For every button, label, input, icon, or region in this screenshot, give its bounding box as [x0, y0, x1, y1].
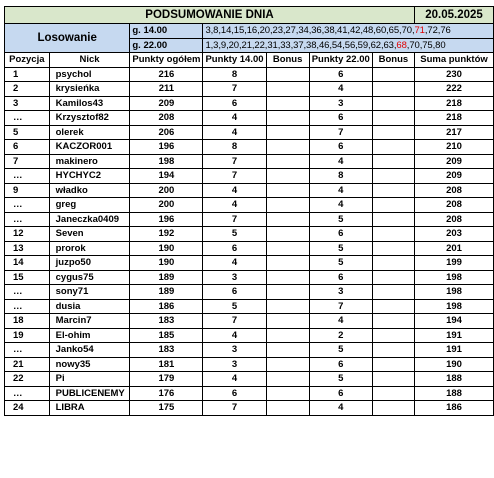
cell-nick: Seven — [49, 227, 130, 242]
cell-nick: cygus75 — [49, 270, 130, 285]
summary-table — [4, 6, 494, 416]
cell-punkty-22: 6 — [309, 270, 372, 285]
cell-nick: Kamilos43 — [49, 96, 130, 111]
header-nick: Nick — [49, 53, 130, 68]
table-row — [5, 357, 494, 372]
cell-punkty-14: 4 — [203, 111, 266, 126]
cell-punkty-22: 6 — [309, 140, 372, 155]
cell-punkty-ogolem: 206 — [130, 125, 203, 140]
cell-bonus-1 — [266, 198, 309, 213]
cell-nick: KACZOR001 — [49, 140, 130, 155]
cell-punkty-14: 5 — [203, 227, 266, 242]
cell-position: … — [5, 169, 50, 184]
header-bonus-2: Bonus — [372, 53, 414, 68]
table-row — [5, 82, 494, 97]
table-row — [5, 96, 494, 111]
cell-nick: sony71 — [49, 285, 130, 300]
cell-punkty-22: 6 — [309, 386, 372, 401]
cell-nick: krysieńka — [49, 82, 130, 97]
table-row — [5, 285, 494, 300]
draw-time-22: g. 22.00 — [130, 38, 203, 53]
cell-position: 19 — [5, 328, 50, 343]
cell-punkty-22: 3 — [309, 285, 372, 300]
draw-time-14: g. 14.00 — [130, 24, 203, 39]
cell-nick: władko — [49, 183, 130, 198]
cell-punkty-ogolem: 216 — [130, 67, 203, 82]
cell-suma: 190 — [415, 357, 494, 372]
cell-position: 22 — [5, 372, 50, 387]
cell-bonus-1 — [266, 401, 309, 416]
cell-bonus-2 — [372, 96, 414, 111]
cell-bonus-2 — [372, 140, 414, 155]
draw-numbers-22: 1,3,9,20,21,22,31,33,37,38,46,54,56,59,62,63,68,70,75,80 — [203, 38, 494, 53]
cell-position: 1 — [5, 67, 50, 82]
cell-bonus-1 — [266, 256, 309, 271]
cell-punkty-22: 6 — [309, 227, 372, 242]
cell-bonus-1 — [266, 386, 309, 401]
cell-punkty-14: 7 — [203, 154, 266, 169]
cell-position: 9 — [5, 183, 50, 198]
cell-punkty-ogolem: 194 — [130, 169, 203, 184]
table-row — [5, 67, 494, 82]
cell-punkty-14: 4 — [203, 256, 266, 271]
table-row — [5, 125, 494, 140]
cell-position: 21 — [5, 357, 50, 372]
cell-suma: 198 — [415, 285, 494, 300]
cell-position: 2 — [5, 82, 50, 97]
cell-punkty-ogolem: 192 — [130, 227, 203, 242]
table-row — [5, 372, 494, 387]
cell-punkty-14: 6 — [203, 386, 266, 401]
cell-bonus-1 — [266, 82, 309, 97]
cell-punkty-22: 4 — [309, 82, 372, 97]
cell-nick: PUBLICENEMY — [49, 386, 130, 401]
cell-bonus-1 — [266, 125, 309, 140]
cell-bonus-1 — [266, 96, 309, 111]
cell-bonus-1 — [266, 111, 309, 126]
cell-bonus-1 — [266, 328, 309, 343]
cell-punkty-14: 7 — [203, 314, 266, 329]
cell-punkty-22: 6 — [309, 111, 372, 126]
cell-punkty-22: 5 — [309, 241, 372, 256]
cell-punkty-14: 6 — [203, 285, 266, 300]
cell-nick: Janko54 — [49, 343, 130, 358]
cell-punkty-22: 4 — [309, 198, 372, 213]
cell-suma: 218 — [415, 96, 494, 111]
cell-suma: 209 — [415, 169, 494, 184]
cell-suma: 208 — [415, 183, 494, 198]
cell-bonus-1 — [266, 227, 309, 242]
date-label: 20.05.2025 — [415, 7, 494, 24]
cell-position: … — [5, 198, 50, 213]
cell-punkty-ogolem: 189 — [130, 270, 203, 285]
cell-punkty-14: 3 — [203, 270, 266, 285]
cell-bonus-2 — [372, 401, 414, 416]
cell-nick: HYCHYC2 — [49, 169, 130, 184]
cell-bonus-2 — [372, 285, 414, 300]
cell-position: … — [5, 111, 50, 126]
table-row — [5, 256, 494, 271]
cell-nick: makinero — [49, 154, 130, 169]
cell-punkty-22: 8 — [309, 169, 372, 184]
cell-position: 13 — [5, 241, 50, 256]
cell-punkty-14: 7 — [203, 82, 266, 97]
cell-punkty-14: 6 — [203, 96, 266, 111]
cell-bonus-2 — [372, 299, 414, 314]
cell-bonus-1 — [266, 183, 309, 198]
cell-suma: 191 — [415, 343, 494, 358]
cell-nick: El-ohim — [49, 328, 130, 343]
cell-suma: 201 — [415, 241, 494, 256]
cell-suma: 198 — [415, 270, 494, 285]
cell-bonus-2 — [372, 111, 414, 126]
cell-bonus-2 — [372, 328, 414, 343]
cell-suma: 209 — [415, 154, 494, 169]
cell-punkty-22: 4 — [309, 314, 372, 329]
cell-punkty-ogolem: 208 — [130, 111, 203, 126]
cell-position: 6 — [5, 140, 50, 155]
cell-punkty-ogolem: 200 — [130, 198, 203, 213]
cell-bonus-1 — [266, 285, 309, 300]
cell-bonus-2 — [372, 67, 414, 82]
cell-punkty-ogolem: 190 — [130, 241, 203, 256]
cell-punkty-ogolem: 211 — [130, 82, 203, 97]
cell-bonus-1 — [266, 212, 309, 227]
header-punkty-22: Punkty 22.00 — [309, 53, 372, 68]
cell-punkty-ogolem: 189 — [130, 285, 203, 300]
cell-punkty-ogolem: 183 — [130, 343, 203, 358]
draw-numbers-14: 3,8,14,15,16,20,23,27,34,36,38,41,42,48,60,65,70,71,72,76 — [203, 24, 494, 39]
cell-punkty-22: 7 — [309, 299, 372, 314]
draw-highlight-22: 68 — [396, 39, 407, 51]
table-row — [5, 328, 494, 343]
cell-position: … — [5, 212, 50, 227]
cell-punkty-ogolem: 181 — [130, 357, 203, 372]
cell-nick: Pi — [49, 372, 130, 387]
cell-punkty-14: 8 — [203, 140, 266, 155]
cell-bonus-2 — [372, 270, 414, 285]
cell-bonus-1 — [266, 314, 309, 329]
table-row — [5, 140, 494, 155]
cell-punkty-ogolem: 209 — [130, 96, 203, 111]
cell-suma: 194 — [415, 314, 494, 329]
cell-suma: 188 — [415, 386, 494, 401]
cell-position: 15 — [5, 270, 50, 285]
cell-bonus-1 — [266, 140, 309, 155]
cell-bonus-1 — [266, 241, 309, 256]
cell-nick: olerek — [49, 125, 130, 140]
cell-bonus-1 — [266, 299, 309, 314]
cell-punkty-ogolem: 185 — [130, 328, 203, 343]
table-row — [5, 241, 494, 256]
cell-position: … — [5, 299, 50, 314]
cell-punkty-ogolem: 176 — [130, 386, 203, 401]
cell-nick: juzpo50 — [49, 256, 130, 271]
cell-punkty-ogolem: 179 — [130, 372, 203, 387]
header-punkty-ogolem: Punkty ogółem — [130, 53, 203, 68]
cell-punkty-14: 3 — [203, 357, 266, 372]
header-pozycja: Pozycja — [5, 53, 50, 68]
cell-punkty-14: 7 — [203, 401, 266, 416]
cell-bonus-2 — [372, 386, 414, 401]
cell-suma: 191 — [415, 328, 494, 343]
losowanie-label: Losowanie — [5, 24, 130, 53]
cell-bonus-1 — [266, 270, 309, 285]
cell-punkty-ogolem: 186 — [130, 299, 203, 314]
table-row — [5, 183, 494, 198]
header-bonus-1: Bonus — [266, 53, 309, 68]
cell-punkty-22: 2 — [309, 328, 372, 343]
cell-nick: Marcin7 — [49, 314, 130, 329]
cell-punkty-14: 8 — [203, 67, 266, 82]
cell-bonus-1 — [266, 169, 309, 184]
cell-punkty-14: 7 — [203, 212, 266, 227]
cell-suma: 210 — [415, 140, 494, 155]
cell-punkty-22: 4 — [309, 183, 372, 198]
cell-punkty-ogolem: 198 — [130, 154, 203, 169]
cell-punkty-22: 5 — [309, 343, 372, 358]
cell-punkty-22: 5 — [309, 212, 372, 227]
cell-punkty-14: 4 — [203, 183, 266, 198]
cell-position: 24 — [5, 401, 50, 416]
cell-nick: nowy35 — [49, 357, 130, 372]
cell-position: 12 — [5, 227, 50, 242]
cell-punkty-14: 7 — [203, 169, 266, 184]
table-row — [5, 314, 494, 329]
table-row — [5, 169, 494, 184]
cell-position: … — [5, 285, 50, 300]
cell-bonus-2 — [372, 314, 414, 329]
cell-punkty-22: 4 — [309, 401, 372, 416]
page-title: PODSUMOWANIE DNIA — [5, 7, 415, 24]
cell-bonus-1 — [266, 357, 309, 372]
cell-punkty-ogolem: 175 — [130, 401, 203, 416]
cell-bonus-2 — [372, 183, 414, 198]
cell-punkty-22: 5 — [309, 256, 372, 271]
cell-punkty-14: 4 — [203, 328, 266, 343]
cell-punkty-ogolem: 183 — [130, 314, 203, 329]
cell-position: 3 — [5, 96, 50, 111]
cell-bonus-2 — [372, 241, 414, 256]
cell-nick: psychol — [49, 67, 130, 82]
cell-punkty-22: 4 — [309, 154, 372, 169]
cell-bonus-2 — [372, 227, 414, 242]
cell-bonus-2 — [372, 343, 414, 358]
cell-suma: 208 — [415, 198, 494, 213]
table-row — [5, 111, 494, 126]
table-row — [5, 343, 494, 358]
cell-punkty-14: 4 — [203, 125, 266, 140]
cell-punkty-ogolem: 190 — [130, 256, 203, 271]
cell-punkty-22: 7 — [309, 125, 372, 140]
cell-bonus-1 — [266, 372, 309, 387]
cell-bonus-2 — [372, 198, 414, 213]
cell-position: 18 — [5, 314, 50, 329]
cell-suma: 230 — [415, 67, 494, 82]
cell-position: … — [5, 386, 50, 401]
cell-bonus-2 — [372, 372, 414, 387]
cell-bonus-2 — [372, 154, 414, 169]
cell-nick: Krzysztof82 — [49, 111, 130, 126]
table-row — [5, 198, 494, 213]
cell-punkty-22: 6 — [309, 67, 372, 82]
cell-nick: dusia — [49, 299, 130, 314]
cell-bonus-2 — [372, 82, 414, 97]
cell-punkty-22: 5 — [309, 372, 372, 387]
cell-bonus-2 — [372, 169, 414, 184]
cell-punkty-ogolem: 200 — [130, 183, 203, 198]
cell-bonus-1 — [266, 154, 309, 169]
cell-position: 5 — [5, 125, 50, 140]
cell-suma: 203 — [415, 227, 494, 242]
cell-bonus-1 — [266, 343, 309, 358]
cell-punkty-ogolem: 196 — [130, 212, 203, 227]
cell-bonus-2 — [372, 125, 414, 140]
cell-suma: 208 — [415, 212, 494, 227]
cell-position: 7 — [5, 154, 50, 169]
cell-suma: 186 — [415, 401, 494, 416]
draw-highlight-14: 71 — [414, 25, 425, 37]
header-punkty-14: Punkty 14.00 — [203, 53, 266, 68]
table-row — [5, 386, 494, 401]
table-row — [5, 270, 494, 285]
cell-suma: 217 — [415, 125, 494, 140]
cell-nick: prorok — [49, 241, 130, 256]
cell-punkty-22: 3 — [309, 96, 372, 111]
cell-punkty-14: 4 — [203, 372, 266, 387]
cell-suma: 199 — [415, 256, 494, 271]
cell-suma: 222 — [415, 82, 494, 97]
table-row — [5, 227, 494, 242]
cell-position: 14 — [5, 256, 50, 271]
cell-suma: 188 — [415, 372, 494, 387]
table-row — [5, 299, 494, 314]
ranking-rows — [5, 67, 494, 415]
cell-punkty-14: 6 — [203, 241, 266, 256]
cell-position: … — [5, 343, 50, 358]
cell-punkty-14: 3 — [203, 343, 266, 358]
cell-bonus-2 — [372, 212, 414, 227]
cell-punkty-ogolem: 196 — [130, 140, 203, 155]
cell-suma: 198 — [415, 299, 494, 314]
table-row — [5, 212, 494, 227]
cell-bonus-2 — [372, 357, 414, 372]
header-suma: Suma punktów — [415, 53, 494, 68]
table-row — [5, 154, 494, 169]
cell-punkty-22: 6 — [309, 357, 372, 372]
table-header-row — [5, 53, 494, 68]
cell-suma: 218 — [415, 111, 494, 126]
cell-nick: LIBRA — [49, 401, 130, 416]
cell-bonus-1 — [266, 67, 309, 82]
cell-bonus-2 — [372, 256, 414, 271]
cell-punkty-14: 5 — [203, 299, 266, 314]
cell-punkty-14: 4 — [203, 198, 266, 213]
cell-nick: Janeczka0409 — [49, 212, 130, 227]
cell-nick: greg — [49, 198, 130, 213]
table-row — [5, 401, 494, 416]
